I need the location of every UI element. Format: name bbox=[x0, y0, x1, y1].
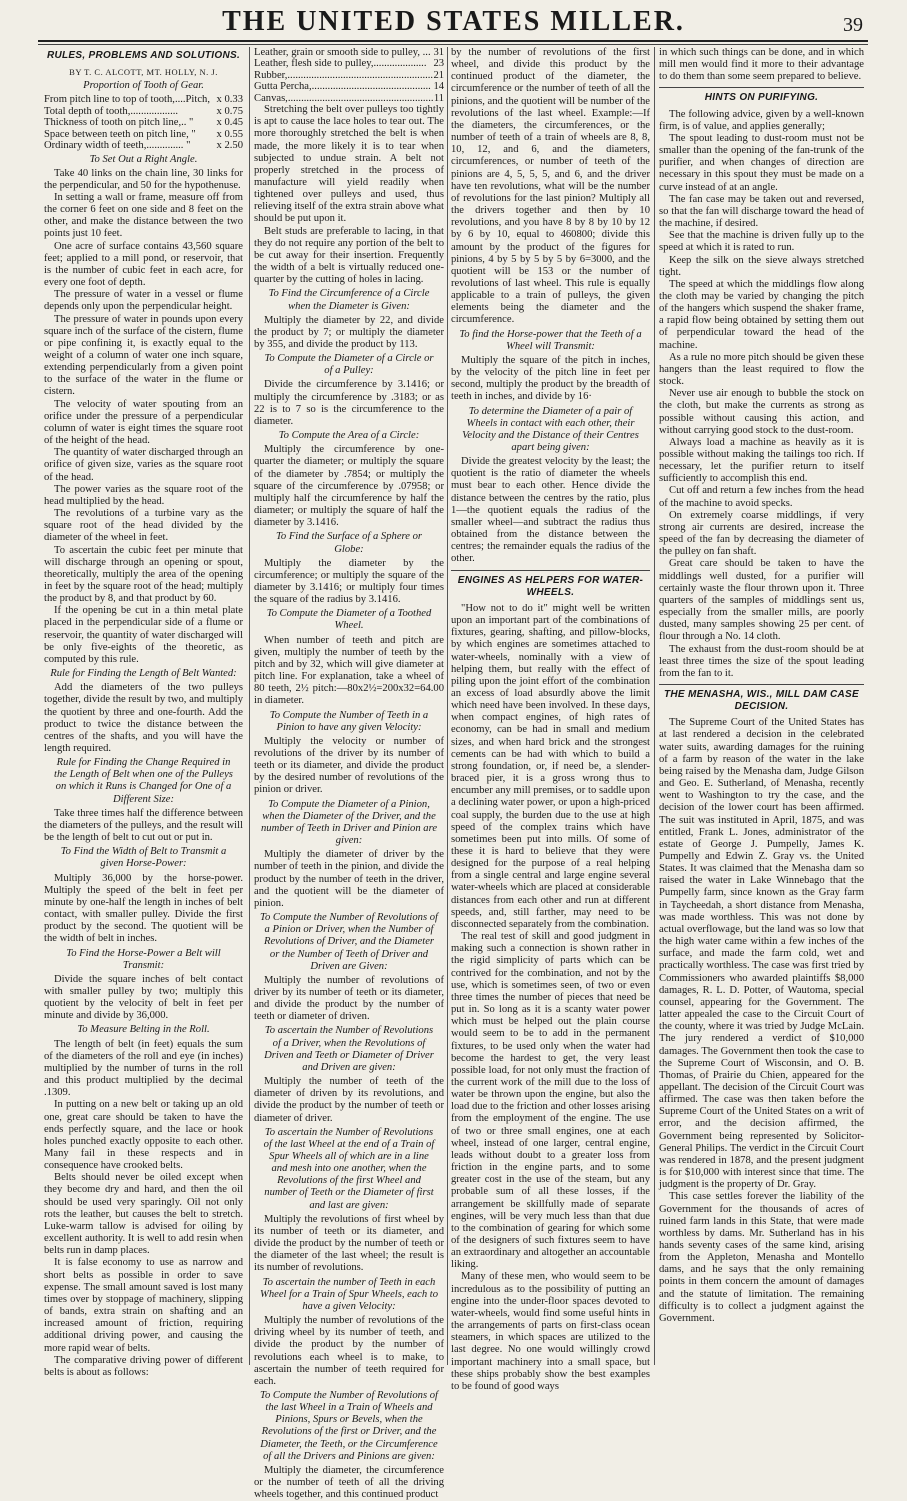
paragraph: The speed at which the middlings flow along the cloth may be varied by changing the pitch of the hangers which suspend the shaker frame, a rapid flow being obtained by setting them out of perpendicular toward the head of the machine. bbox=[659, 278, 864, 351]
section-title: To Compute the Number of Revolutions of the last Wheel in a Train of Wheels and Pinions, Spurs or Bevels, when the Revolutions of the first or Driver, and the Diameter, the Teeth, or the Circumference of all the Drivers and Pinions are given: bbox=[260, 1389, 438, 1462]
section-title: To Compute the Diameter of a Toothed Wheel. bbox=[266, 608, 432, 632]
paragraph: The fan case may be taken out and reversed, so that the fan will discharge toward the head of the machine, if desired. bbox=[659, 193, 864, 230]
paragraph: Take 40 links on the chain line, 30 links for the perpendicular, and 50 for the hypothenuse. bbox=[44, 167, 243, 191]
paragraph: Great care should be taken to have the middlings well dusted, for a purifier will certainly waste the flour thrown upon it. Three quarters of the samples of middlings sent us, especially from the smaller mills, are poorly dusted, many samples showing 25 per cent. of flour through a No. 14 cloth. bbox=[659, 558, 864, 643]
section-title: To Compute the Number of Revolutions of a Pinion or Driver, when the Number of Revolutions of Driver, and the Diameter or the Number of Teeth of Driver and Driven are Given: bbox=[260, 912, 438, 972]
section-title: To Compute the Number of Teeth in a Pinion to have any given Velocity: bbox=[269, 709, 429, 733]
gear-proportion-table bbox=[44, 94, 243, 151]
paragraph: One acre of surface contains 43,560 square feet; applied to a mill pond, or reservoir, that is the number of cubic feet in each acre, for every one foot of depth. bbox=[44, 240, 243, 289]
table-row: Space between teeth on pitch line, " x 0.55 bbox=[44, 128, 243, 140]
paragraph: Multiply the circumference by one-quarter the diameter; or multiply the square of the diameter by .7854; or multiply the square of the circumference by .07958; or multiply half the circumference by half the diameter; or multiply the square of half the diameter by 3.1416. bbox=[254, 444, 444, 529]
table-row: Total depth of tooth,.................. x 0.75 bbox=[44, 105, 243, 117]
paragraph: Divide the greatest velocity by the least; the quotient is the ratio of diameter the wheels must bear to each other. Hence divide the distance between the centres by the ratio, plus 1—the quotient equals the radius of the smaller wheel—and subtract the radius thus obtained from the distance between the centres; the remainder equals the radius of the other. bbox=[451, 456, 650, 565]
paragraph: As a rule no more pitch should be given these hangers than the least required to flow the stock. bbox=[659, 351, 864, 388]
page-number: 39 bbox=[843, 14, 863, 36]
paragraph: When number of teeth and pitch are given, multiply the number of teeth by the pitch and by 32, which will give diameter at pitch line. For explanation, take a wheel of 80 teeth, 2½ pitch:—80x2½=200x32=64.00 in diameter. bbox=[254, 634, 444, 707]
paragraph: Take three times half the difference between the diameters of the pulleys, and the result will be the length of belt to cut out or put in. bbox=[44, 807, 243, 844]
paragraph: The pressure of water in a vessel or flume depends only upon the perpendicular height. bbox=[44, 289, 243, 313]
table-row: Thickness of tooth on pitch line,.. " x 0.45 bbox=[44, 117, 243, 129]
section-title: To ascertain the Number of Revolutions of the last Wheel at the end of a Train of Spur Wheels all of which are in a line and mesh into one another, when the Revolutions of the first Wheel and number of Teeth or the Diameter of first and last are given: bbox=[263, 1126, 435, 1211]
section-title: To Measure Belting in the Roll. bbox=[77, 1024, 210, 1036]
paragraph: Multiply 36,000 by the horse-power. Multiply the speed of the belt in feet per minute by one-half the length in inches of belt contact, with smaller pulley. Divide the first product by the second. The quotient will be the width of belt in inches. bbox=[44, 872, 243, 945]
divider bbox=[451, 570, 650, 571]
paragraph: Multiply the number of revolutions of driver by its number of teeth or its diameter, and divide the product by the number of teeth or diameter of driven. bbox=[254, 974, 444, 1023]
paragraph: Divide the circumference by 3.1416; or multiply the circumference by .3183; or as 22 is to 7 so is the circumference to the diameter. bbox=[254, 379, 444, 427]
column-1 bbox=[44, 47, 243, 1378]
column-4 bbox=[659, 47, 864, 1365]
paragraph: Cut off and return a few inches from the head of the machine to avoid specks. bbox=[659, 485, 864, 509]
paragraph: Multiply the diameter by the circumference; or multiply the square of the diameter by 3.1416; or multiply four times the square of the radius by 3.1416. bbox=[254, 557, 444, 606]
paragraph: In setting a wall or frame, measure off from the corner 6 feet on one side and 8 feet on the other, and make the distance between the two points just 10 feet. bbox=[44, 191, 243, 240]
paragraph: The quantity of water discharged through an orifice of given size, varies as the square root of the head. bbox=[44, 447, 243, 483]
divider bbox=[659, 684, 864, 685]
paragraph: Always load a machine as heavily as it is possible without making the tailings too rich. If necessary, let the purifier return to itself sufficiently to accomplish this end. bbox=[659, 436, 864, 485]
paragraph: Stretching the belt over pulleys too tightly is apt to cause the lace holes to tear out. The more thoroughly stretched the belt is when made, the more likely it is to tear when subjected to undue strain. A belt not properly stretched in the process of manufacture will yield readily when tightened over pulleys and used, thus relieving itself of the extra strain above what should be put upon it. bbox=[254, 104, 444, 225]
paragraph: by the number of revolutions of the first wheel, and divide this product by the continued product of the diameter, the circumference or the number of teeth of all the pinions, and the quotient will be number of the revolutions of the last wheel. Example:—If the diameters, the circumferences, or the number of teeth of a train of wheels are 8, 8, 10, 12, and 6, and the diameters, circumferences, or number of teeth of the pinions are 4, 5, 5, 5, and 6, and the driver have ten revolutions, what will be the number of revolutions for the last pinion? Multiply all the drivers together and then by 10 revolutions, and you have 8 by 8 by 10 by 12 by 6 by 10, equal to 460800; divide this amount by the product of the figures for pinions, 4 by 5 by 5 by 5 by 6=3000, and the quotient will be 153 or the number of revolutions of last wheel. This rule is equally applicable to a train of pulleys, the given elements being the diameter and the circumference. bbox=[451, 47, 650, 326]
article-heading: ENGINES AS HELPERS FOR WATER-WHEELS. bbox=[457, 574, 644, 598]
section-title: To Find the Surface of a Sphere or Globe: bbox=[275, 531, 423, 555]
section-title: To Compute the Area of a Circle: bbox=[278, 430, 420, 442]
article-heading: RULES, PROBLEMS AND SOLUTIONS. bbox=[46, 50, 241, 61]
table-row: Rubber,....................................................... 21 bbox=[254, 69, 445, 81]
paragraph: Multiply the diameter, the circumference or the number of teeth of all the driving wheels together, and this continued product bbox=[254, 1464, 444, 1501]
byline: BY T. C. ALCOTT, MT. HOLLY, N. J. bbox=[69, 67, 218, 78]
paragraph: The comparative driving power of different belts is about as follows: bbox=[44, 1354, 243, 1378]
paragraph: Belt studs are preferable to lacing, in that they do not require any portion of the belt to be cut away for their insertion. Frequently the width of a belt is virtually reduced one-quarter by the cutting of holes in lacing. bbox=[254, 225, 444, 286]
table-row: Leather, flesh side to pulley,.................... 23 bbox=[254, 58, 445, 70]
column-divider bbox=[447, 47, 448, 1365]
paragraph: The spout leading to dust-room must not be smaller than the opening of the fan-trunk of the purifier, and when changes of direction are necessary in this spout they must be made on a curve instead of at an angle. bbox=[659, 132, 864, 193]
paragraph: The revolutions of a turbine vary as the square root of the head divided by the diameter of the wheel in feet. bbox=[44, 508, 243, 544]
section-title: To find the Horse-power that the Teeth of a Wheel will Transmit: bbox=[459, 328, 642, 352]
section-title: To Set Out a Right Angle. bbox=[89, 153, 198, 165]
paragraph: This case settles forever the liability of the Government for the thousands of acres of ruined farm lands in this State, that were made worthless by dams. Mr. Sutherland has in his hands seventy cases of the same kind, arising from the Appleton, Menasha and Montello dams, and he says that the only remaining points in them concern the amount of damages and the statute of limitation. The remaining difficulty is to collect a judgment against the Government. bbox=[659, 1191, 864, 1324]
paragraph: Keep the silk on the sieve always stretched tight. bbox=[659, 254, 864, 278]
section-title: To Find the Horse-Power a Belt will Transmit: bbox=[66, 947, 221, 971]
paragraph: If the opening be cut in a thin metal plate placed in the perpendicular side of a flume or reservoir, the quantity of water discharged will be only five-eights of the theoretic, as computed by this rule. bbox=[44, 605, 243, 665]
column-divider bbox=[654, 47, 655, 1365]
table-row: Gutta Percha,............................................. 14 bbox=[254, 81, 445, 93]
paragraph: The power varies as the square root of the head multiplied by the head. bbox=[44, 483, 243, 507]
section-title: To Compute the Diameter of a Pinion, when the Diameter of the Driver, and the number of Teeth in Driver and Pinion are given: bbox=[260, 798, 438, 847]
paragraph: Multiply the revolutions of first wheel by its number of teeth or its diameter, and divide the product by the number of teeth or the diameter of the last wheel; the result is its number of revolutions. bbox=[254, 1213, 444, 1274]
paragraph: The pressure of water in pounds upon every square inch of the surface of the cistern, flume or pipe confining it, is exactly equal to the weight of a column of water one inch square, extending perpendicularly from a given point to the surface of the water in the flume or cistern. bbox=[44, 313, 243, 398]
paragraph: Multiply the number of teeth of the diameter of driven by its revolutions, and divide the product by the number of teeth or diameter of driver. bbox=[254, 1076, 444, 1124]
paragraph: Never use air enough to bubble the stock on the cloth, but make the currents as strong as possible without causing this action, and without carrying good stock to the dust-room. bbox=[659, 388, 864, 436]
paragraph: It is false economy to use as narrow and short belts as possible in order to save expense. The small amount saved is lost many times over by stoppage of machinery, slipping of bands, extra strain on shafting and an increased amount of friction, requiring additional driving power, and causing the more rapid wear of belts. bbox=[44, 1257, 243, 1354]
paragraph: See that the machine is driven fully up to the speed at which it is rated to run. bbox=[659, 230, 864, 254]
paragraph: The Supreme Court of the United States has at last rendered a decision in the celebrated water suits, awarding damages for the ruining of a farm by reason of the water in the lake being raised by the Menasha dam, Judge Gilson and Geo. E. Sutherland, of Menasha, recently went to Washington to try the case, and the decision of the lower court has been affirmed. The suit was instituted in April, 1875, and was entitled, Frank L. Jones, administrator of the estate of George J. Pumpelly, James K. Pumpelly and Edwin Z. Gray vs. the United States. It was claimed that the Menasha dam so raised the water in Lake Winnebago that the Pumpelly farm, since known as the Gray farm in Taycheedah, a short distance from Menasha, was made worthless. This was not done by actual overflowage, but the land was so low that the high water came within a few inches of the surface, and made the farm cold, wet and practically worthless. The case was first tried by Commissioners who awarded plaintiffs $8,000 damages, R. L. D. Potter, of Wautoma, special counsel, appearing for the Government. The latter appealed the case to the Circuit Court of the county, where it was tried by Judge McLain. The jury rendered a verdict of $10,000 damages. The Government then took the case to the Supreme Court of Wisconsin, and O. B. Thomas, of Prairie du Chien, appeared for the appellant. The decision of the Circuit Court was affirmed. The case was then taken before the Supreme Court of the United States on a writ of error, and the decision affirmed, the Government being represented by Solicitor-General Philips. The verdict in the Circuit Court was rendered in 1878, and the present judgment is for $10,000 with interest since that time. The judgment is the property of Dr. Gray. bbox=[659, 717, 864, 1191]
paragraph: The real test of skill and good judgment in making such a connection is shown rather in the rigid simplicity of parts which can be contrived for the combination, and not by the use, which is sometimes seen, of two or even three times the number of pieces that need be put in. So long as it is a scanty water power which must be helped out the plain course would seem to be to add in the permanent fixtures, to be used only when the water had become the hardest to get, the very least possible load, for not only must the fraction of the current work of the mill due to the loss of water be thrown upon the engine, but also the load due to the friction and other losses arising from the employment of the engine. The use of two or three small engines, one at each wheel, instead of one larger, central engine, leads without doubt to a greater loss from friction in the engine parts, and to some greater cost in the use of the steam, but any probable sum of all these losses, if the arrangement be skillfully made of separate engines, will be very much less than that due to the combination of gearing for which some of the designers of such fixtures seem to have an extraordinary and altogether an accountable liking. bbox=[451, 931, 650, 1271]
paragraph: Multiply the velocity or number of revolutions of the driver by its number of teeth or its diameter, and divide the product by the desired number of revolutions of the pinion or driver. bbox=[254, 735, 444, 796]
section-title: Proportion of Tooth of Gear. bbox=[83, 80, 204, 92]
section-title: To Find the Width of Belt to Transmit a given Horse-Power: bbox=[60, 846, 227, 870]
section-title: To ascertain the Number of Revolutions of a Driver, when the Revolutions of Driven and Teeth or Diameter of Driver and Driven are given: bbox=[264, 1025, 434, 1073]
paragraph: "How not to do it" might well be written upon an important part of the combinations of fixtures, gearing, shafting, and pillow-blocks, by which engines are sometimes attached to water-wheels, nominally with a view of helping them, but really with the effect of piling upon the joint effort of the combination an excess of load absurdly above the limit which need have been involved. In these days, when compact engines, of high rates of economy, can be had in small and medium sizes, and when hard brick and the strongest cements can be had with which to build a strong foundation, or, if need be, a slender-braced pier, it is a gross wrong thus to encumber any mill premises, or to saddle upon a declining water power, or upon a high-priced coal supply, the burden due to the use at high speed of the complex trains which have sometimes been put into mills. Of some of these it is hard to believe that they were designed for the purpose of a real helping from a single central and large engine several water-wheels which are placed at considerable distances from each other and run at different speeds, and, still farther, may need to be disconnected separately from the combination. bbox=[451, 602, 650, 930]
table-row: Ordinary width of teeth,.............. " x 2.50 bbox=[44, 140, 243, 152]
paragraph: On extremely coarse middlings, if very strong air currents are desired, increase the speed of the fan by decreasing the diameter of the pulley on fan shaft. bbox=[659, 509, 864, 558]
paragraph: In putting on a new belt or taking up an old one, great care should be taken to have the ends perfectly square, and the lace or hook holes punched exactly opposite to each other. Many fail in these respects and in consequence have crooked belts. bbox=[44, 1099, 243, 1172]
table-row: Canvas,....................................................... 11 bbox=[254, 92, 445, 104]
section-title: To Compute the Diameter of a Circle or of a Pulley: bbox=[264, 353, 434, 377]
article-heading: THE MENASHA, WIS., MILL DAM CASE DECISION. bbox=[664, 688, 859, 713]
table-row: From pitch line to top of tooth,....Pitch, x 0.33 bbox=[44, 94, 243, 106]
paragraph: The length of belt (in feet) equals the sum of the diameters of the roll and eye (in inches) multiplied by the number of turns in the roll and this product multiplied by the decimal .1309. bbox=[44, 1038, 243, 1099]
masthead bbox=[0, 6, 907, 40]
column-3 bbox=[451, 47, 650, 1392]
paragraph: Multiply the number of revolutions of the driving wheel by its number of teeth, and divide the product by the number of revolutions each wheel is to make, to ascertain the number of teeth required for each. bbox=[254, 1315, 444, 1387]
paragraph: Add the diameters of the two pulleys together, divide the result by two, and multiply the quotient by three and one-fourth. Add the product to twice the distance between the centres of the shafts, and you will have the length required. bbox=[44, 682, 243, 754]
table-row: Leather, grain or smooth side to pulley, ... 31 bbox=[254, 47, 445, 58]
paragraph: To ascertain the cubic feet per minute that will discharge through an opening or spout, theoretically, multiply the area of the opening in feet by the square root of the head; multiply the product by 8, and that product by 60. bbox=[44, 544, 243, 605]
paragraph: The following advice, given by a well-known firm, is of value, and applies generally; bbox=[659, 108, 864, 132]
section-title: To ascertain the number of Teeth in each Wheel for a Train of Spur Wheels, each to have a given Velocity: bbox=[260, 1276, 439, 1312]
column-2 bbox=[254, 47, 445, 1501]
paragraph: Divide the square inches of belt contact with smaller pulley by two; multiply this quotient by the velocity of belt in feet per minute and divide by 36,000. bbox=[44, 973, 243, 1022]
section-title: Rule for Finding the Change Required in the Length of Belt when one of the Pulleys on which it Runs is Changed for One of a Different Size: bbox=[54, 757, 233, 805]
paragraph: Many of these men, who would seem to be incredulous as to the possibility of putting an engine into the under-floor spaces devoted to water-wheels, would find some useful hints in the arrangements of parts on first-class ocean steamers, in which spaces are utilized to the last degree. No one would willingly crowd important machinery into a small space, but these ships probably show the best examples to be found of good ways bbox=[451, 1271, 650, 1392]
header-rule bbox=[38, 40, 868, 42]
paragraph: Multiply the square of the pitch in inches, by the velocity of the pitch line in feet per second, multiply the product by the breadth of teeth in inches, and divide by 16· bbox=[451, 354, 650, 403]
paragraph: Belts should never be oiled except when they become dry and hard, and then the oil should be used very sparingly. Oil not only rots the leather, but causes the belt to stretch. Luke-warm tallow is advised for oiling by excellent authority. It is well to add resin when belts run in damp places. bbox=[44, 1172, 243, 1257]
divider bbox=[659, 87, 864, 88]
paragraph: Multiply the diameter of driver by the number of teeth in the pinion, and divide the product by the number of teeth in the driver, and the quotient will be the diameter of pinion. bbox=[254, 849, 444, 909]
paragraph: The velocity of water spouting from an orifice under the pressure of a perpendicular column of water is eight times the square root of the height of the head. bbox=[44, 398, 243, 447]
paragraph: in which such things can be done, and in which mill men would find it more to their advantage to do them than some seem prepared to believe. bbox=[659, 47, 864, 83]
column-divider bbox=[249, 47, 250, 1365]
newspaper-title: THE UNITED STATES MILLER. bbox=[222, 6, 685, 37]
section-title: To Find the Circumference of a Circle when the Diameter is Given: bbox=[268, 288, 430, 312]
header-rule-thin bbox=[38, 44, 868, 45]
section-title: Rule for Finding the Length of Belt Wanted: bbox=[50, 668, 237, 680]
section-title: To determine the Diameter of a pair of Wheels in contact with each other, their Velocity and the Distance of their Centres apart being given: bbox=[462, 405, 639, 453]
belt-power-table bbox=[254, 47, 444, 104]
paragraph: Multiply the diameter by 22, and divide the product by 7; or multiply the diameter by 355, and divide the product by 113. bbox=[254, 314, 444, 350]
article-heading: HINTS ON PURIFYING. bbox=[704, 92, 819, 104]
paragraph: The exhaust from the dust-room should be at least three times the size of the spout leading from the fan to it. bbox=[659, 643, 864, 679]
